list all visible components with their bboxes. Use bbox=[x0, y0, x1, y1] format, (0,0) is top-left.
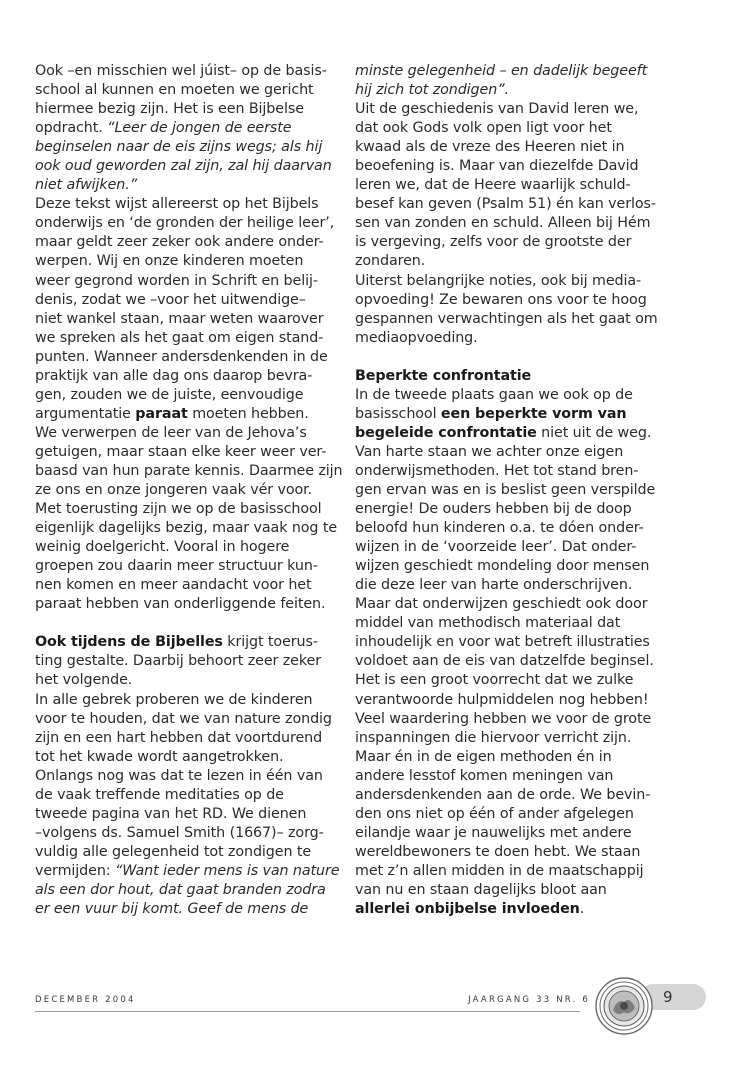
plain-text: de vaak treffende meditaties op de bbox=[35, 786, 284, 803]
plain-text: getuigen, maar staan elke keer weer ver- bbox=[35, 443, 327, 460]
text-line bbox=[355, 748, 685, 767]
plain-text: inspanningen die hiervoor verricht zijn. bbox=[355, 729, 632, 746]
text-line bbox=[35, 62, 347, 81]
plain-text: opvoeding! Ze bewaren ons voor te hoog bbox=[355, 291, 647, 308]
text-line bbox=[35, 729, 347, 748]
plain-text: onderwijsmethoden. Het tot stand bren- bbox=[355, 462, 639, 479]
text-line bbox=[355, 424, 685, 443]
text-line bbox=[35, 348, 347, 367]
text-line bbox=[35, 291, 347, 310]
text-line bbox=[35, 233, 347, 252]
plain-text: Maar én in de eigen methoden én in bbox=[355, 748, 612, 765]
plain-text: Veel waardering hebben we voor de grote bbox=[355, 710, 652, 727]
text-line bbox=[35, 652, 347, 671]
paragraph-gap bbox=[355, 348, 685, 367]
text-line bbox=[355, 576, 685, 595]
plain-text: gen ervan was en is beslist geen verspilde bbox=[355, 481, 656, 498]
plain-text: middel van methodisch materiaal dat bbox=[355, 615, 621, 632]
bold-text: allerlei onbijbelse invloeden bbox=[355, 901, 580, 918]
text-line bbox=[355, 310, 685, 329]
text-line bbox=[355, 329, 685, 348]
plain-text: tweede pagina van het RD. We dienen bbox=[35, 805, 307, 822]
plain-text: den ons niet op één of ander afgelegen bbox=[355, 805, 634, 822]
text-line bbox=[35, 500, 347, 519]
plain-text: werpen. Wij en onze kinderen moeten bbox=[35, 253, 304, 270]
plain-text: tot het kwade wordt aangetrokken. bbox=[35, 748, 284, 765]
heading-text: Beperkte confrontatie bbox=[355, 367, 532, 384]
plain-text: argumentatie bbox=[35, 405, 136, 422]
text-line bbox=[35, 805, 347, 824]
plain-text: zijn en een hart hebben dat voortdurend bbox=[35, 729, 323, 746]
text-line bbox=[355, 595, 685, 614]
plain-text: met z’n allen midden in de maatschappij bbox=[355, 862, 644, 879]
italic-text: er een vuur bij komt. Geef de mens de bbox=[35, 901, 309, 918]
plain-text: zondaren. bbox=[355, 253, 426, 270]
footer-rule bbox=[35, 1011, 580, 1012]
text-line bbox=[355, 786, 685, 805]
plain-text: voor te houden, dat we van nature zondig bbox=[35, 710, 332, 727]
italic-text: minste gelegenheid – en dadelijk begeeft bbox=[355, 63, 648, 79]
plain-text: moeten hebben. bbox=[187, 405, 309, 422]
plain-text: groepen zou daarin meer structuur kun- bbox=[35, 558, 318, 575]
page-number: 9 bbox=[663, 988, 673, 1006]
plain-text: voldoet aan de eis van datzelfde beginsel. bbox=[355, 653, 654, 670]
plain-text: wijzen in de ‘voorzeide leer’. Dat onder- bbox=[355, 539, 637, 556]
text-line bbox=[35, 214, 347, 233]
text-line bbox=[355, 691, 685, 710]
text-line bbox=[35, 386, 347, 405]
plain-text: kwaad als de vreze des Heeren niet in bbox=[355, 139, 625, 156]
volume-number: JAARGANG 33 NR. 6 bbox=[468, 995, 590, 1005]
plain-text: beoefening is. Maar van diezelfde David bbox=[355, 158, 639, 175]
text-line bbox=[35, 633, 347, 652]
text-line bbox=[35, 443, 347, 462]
plain-text: eigenlijk dagelijks bezig, maar vaak nog te bbox=[35, 520, 338, 537]
italic-text: als een dor hout, dat gaat branden zodra bbox=[35, 881, 326, 898]
bold-text: begeleide confrontatie bbox=[355, 424, 537, 441]
bold-text: een beperkte vorm van bbox=[440, 405, 627, 422]
text-line bbox=[355, 538, 685, 557]
text-line bbox=[355, 843, 685, 862]
plain-text: energie! De ouders hebben bij de doop bbox=[355, 501, 632, 518]
text-line bbox=[355, 881, 685, 900]
plain-text: praktijk van alle dag ons daarop bevra- bbox=[35, 367, 313, 384]
bold-text: paraat bbox=[135, 405, 188, 422]
bold-text: Ook tijdens de Bijbelles bbox=[35, 634, 223, 651]
plain-text: leren we, dat de Heere waarlijk schuld- bbox=[355, 177, 631, 194]
text-line bbox=[355, 481, 685, 500]
text-line bbox=[355, 214, 685, 233]
text-line bbox=[355, 557, 685, 576]
page-footer bbox=[0, 988, 738, 1065]
plain-text: gespannen verwachtingen als het gaat om bbox=[355, 310, 658, 327]
plain-text: paraat hebben van onderliggende feiten. bbox=[35, 596, 326, 613]
text-line bbox=[35, 595, 347, 614]
right-column bbox=[355, 62, 685, 919]
plain-text: wereldbewoners te doen hebt. We staan bbox=[355, 843, 641, 860]
text-line bbox=[35, 786, 347, 805]
text-line bbox=[355, 767, 685, 786]
text-line bbox=[35, 691, 347, 710]
text-line bbox=[355, 671, 685, 690]
plain-text: . bbox=[579, 901, 585, 918]
text-line bbox=[35, 843, 347, 862]
plain-text: Uit de geschiedenis van David leren we, bbox=[355, 101, 639, 118]
plain-text: maar geldt zeer zeker ook andere onder- bbox=[35, 234, 324, 251]
text-line bbox=[35, 576, 347, 595]
plain-text: Met toerusting zijn we op de basisschool bbox=[35, 501, 322, 518]
plain-text: inhoudelijk en voor wat betreft illustraties bbox=[355, 634, 650, 651]
plain-text: andere lesstof komen meningen van bbox=[355, 767, 614, 784]
plain-text: niet wankel staan, maar weten waarover bbox=[35, 310, 324, 327]
plain-text: Van harte staan we achter onze eigen bbox=[355, 443, 624, 460]
plain-text: die deze leer van harte onderschrijven. bbox=[355, 577, 633, 594]
text-line bbox=[355, 138, 685, 157]
text-line bbox=[35, 252, 347, 271]
plain-text: opdracht. bbox=[35, 120, 108, 137]
plain-text: gen, zouden we de juiste, eenvoudige bbox=[35, 386, 304, 403]
text-line bbox=[35, 272, 347, 291]
italic-text: hij zich tot zondigen”. bbox=[355, 82, 509, 99]
plain-text: vermijden: bbox=[35, 862, 115, 879]
text-line bbox=[355, 652, 685, 671]
text-line bbox=[355, 824, 685, 843]
plain-text: het volgende. bbox=[35, 672, 133, 689]
italic-text: “Want ieder mens is van nature bbox=[114, 862, 340, 879]
text-line bbox=[355, 252, 685, 271]
text-line bbox=[35, 710, 347, 729]
text-line bbox=[35, 557, 347, 576]
plain-text: weer gegrond worden in Schrift en belij- bbox=[35, 272, 318, 289]
plain-text: krijgt toerus- bbox=[222, 634, 318, 651]
text-line bbox=[35, 538, 347, 557]
plain-text: hiermee bezig zijn. Het is een Bijbelse bbox=[35, 101, 304, 118]
text-line bbox=[35, 748, 347, 767]
text-line bbox=[35, 138, 347, 157]
italic-text: ook oud geworden zal zijn, zal hij daarvan bbox=[35, 158, 332, 175]
text-line bbox=[355, 405, 685, 424]
plain-text: sen van zonden en schuld. Alleen bij Hém bbox=[355, 215, 651, 232]
text-line bbox=[35, 195, 347, 214]
plain-text: Deze tekst wijst allereerst op het Bijbels bbox=[35, 196, 319, 213]
text-line bbox=[355, 805, 685, 824]
plain-text: In de tweede plaats gaan we ook op de bbox=[355, 386, 633, 403]
plain-text: onderwijs en ‘de gronden der heilige leer’, bbox=[35, 215, 335, 232]
text-line bbox=[355, 710, 685, 729]
plain-text: verantwoorde hulpmiddelen nog hebben! bbox=[355, 691, 649, 708]
text-line bbox=[355, 62, 685, 81]
plain-text: Onlangs nog was dat te lezen in één van bbox=[35, 767, 323, 784]
plain-text: dat ook Gods volk open ligt voor het bbox=[355, 120, 612, 137]
plain-text: ze ons en onze jongeren vaak vér voor. bbox=[35, 482, 313, 499]
text-line bbox=[355, 81, 685, 100]
issue-date: DECEMBER 2004 bbox=[35, 995, 136, 1005]
text-line bbox=[355, 176, 685, 195]
plain-text: Ook –en misschien wel júist– op de basis- bbox=[35, 63, 327, 79]
plain-text: weinig doelgericht. Vooral in hogere bbox=[35, 539, 290, 556]
italic-text: “Leer de jongen de eerste bbox=[107, 120, 292, 137]
text-line bbox=[35, 100, 347, 119]
plain-text: nen komen en meer aandacht voor het bbox=[35, 577, 312, 594]
text-line bbox=[355, 443, 685, 462]
text-line bbox=[35, 424, 347, 443]
italic-text: niet afwijken.” bbox=[35, 177, 137, 194]
text-line bbox=[355, 291, 685, 310]
plain-text: eilandje waar je nauwelijks met andere bbox=[355, 824, 632, 841]
text-line bbox=[35, 329, 347, 348]
left-column bbox=[35, 62, 347, 919]
plain-text: van nu en staan dagelijks bloot aan bbox=[355, 881, 607, 898]
text-line bbox=[35, 900, 347, 919]
text-line bbox=[35, 862, 347, 881]
text-line bbox=[355, 729, 685, 748]
text-line bbox=[35, 462, 347, 481]
plain-text: ting gestalte. Daarbij behoort zeer zeker bbox=[35, 653, 321, 670]
text-line bbox=[35, 405, 347, 424]
text-line bbox=[35, 519, 347, 538]
emblem-seal-icon bbox=[594, 976, 654, 1036]
plain-text: vuldig alle gelegenheid tot zondigen te bbox=[35, 843, 312, 860]
plain-text: andersdenkenden aan de orde. We bevin- bbox=[355, 786, 651, 803]
italic-text: beginselen naar de eis zijns wegs; als hij bbox=[35, 139, 323, 156]
text-line bbox=[35, 310, 347, 329]
plain-text: We verwerpen de leer van de Jehova’s bbox=[35, 424, 307, 441]
plain-text: punten. Wanneer andersdenkenden in de bbox=[35, 348, 328, 365]
text-line bbox=[355, 900, 685, 919]
text-line bbox=[355, 519, 685, 538]
text-line bbox=[355, 500, 685, 519]
text-line bbox=[355, 100, 685, 119]
text-line bbox=[355, 157, 685, 176]
text-line bbox=[355, 862, 685, 881]
plain-text: is vergeving, zelfs voor de grootste der bbox=[355, 234, 632, 251]
plain-text: school al kunnen en moeten we gericht bbox=[35, 82, 314, 99]
text-line bbox=[35, 767, 347, 786]
text-line bbox=[35, 881, 347, 900]
plain-text: In alle gebrek proberen we de kinderen bbox=[35, 691, 313, 708]
plain-text: baasd van hun parate kennis. Daarmee zijn bbox=[35, 462, 343, 479]
plain-text: Het is een groot voorrecht dat we zulke bbox=[355, 672, 634, 689]
text-line bbox=[35, 119, 347, 138]
plain-text: wijzen geschiedt mondeling door mensen bbox=[355, 558, 650, 575]
section-heading bbox=[355, 367, 685, 386]
text-line bbox=[355, 119, 685, 138]
plain-text: niet uit de weg. bbox=[536, 424, 652, 441]
plain-text: Uiterst belangrijke noties, ook bij media- bbox=[355, 272, 642, 289]
text-line bbox=[35, 157, 347, 176]
text-line bbox=[355, 633, 685, 652]
text-line bbox=[35, 176, 347, 195]
text-line bbox=[35, 481, 347, 500]
plain-text: basisschool bbox=[355, 405, 441, 422]
text-line bbox=[355, 233, 685, 252]
text-line bbox=[355, 462, 685, 481]
paragraph-gap bbox=[35, 614, 347, 633]
plain-text: denis, zodat we –voor het uitwendige– bbox=[35, 291, 306, 308]
text-line bbox=[35, 367, 347, 386]
plain-text: beloofd hun kinderen o.a. te dóen onder- bbox=[355, 520, 644, 537]
text-line bbox=[355, 195, 685, 214]
text-line bbox=[355, 272, 685, 291]
plain-text: we spreken als het gaat om eigen stand- bbox=[35, 329, 324, 346]
plain-text: Maar dat onderwijzen geschiedt ook door bbox=[355, 596, 648, 613]
text-line bbox=[35, 81, 347, 100]
text-line bbox=[35, 824, 347, 843]
text-line bbox=[35, 671, 347, 690]
plain-text: besef kan geven (Psalm 51) én kan verlos- bbox=[355, 196, 656, 213]
plain-text: mediaopvoeding. bbox=[355, 329, 478, 346]
text-line bbox=[355, 614, 685, 633]
plain-text: –volgens ds. Samuel Smith (1667)– zorg- bbox=[35, 824, 324, 841]
text-line bbox=[355, 386, 685, 405]
